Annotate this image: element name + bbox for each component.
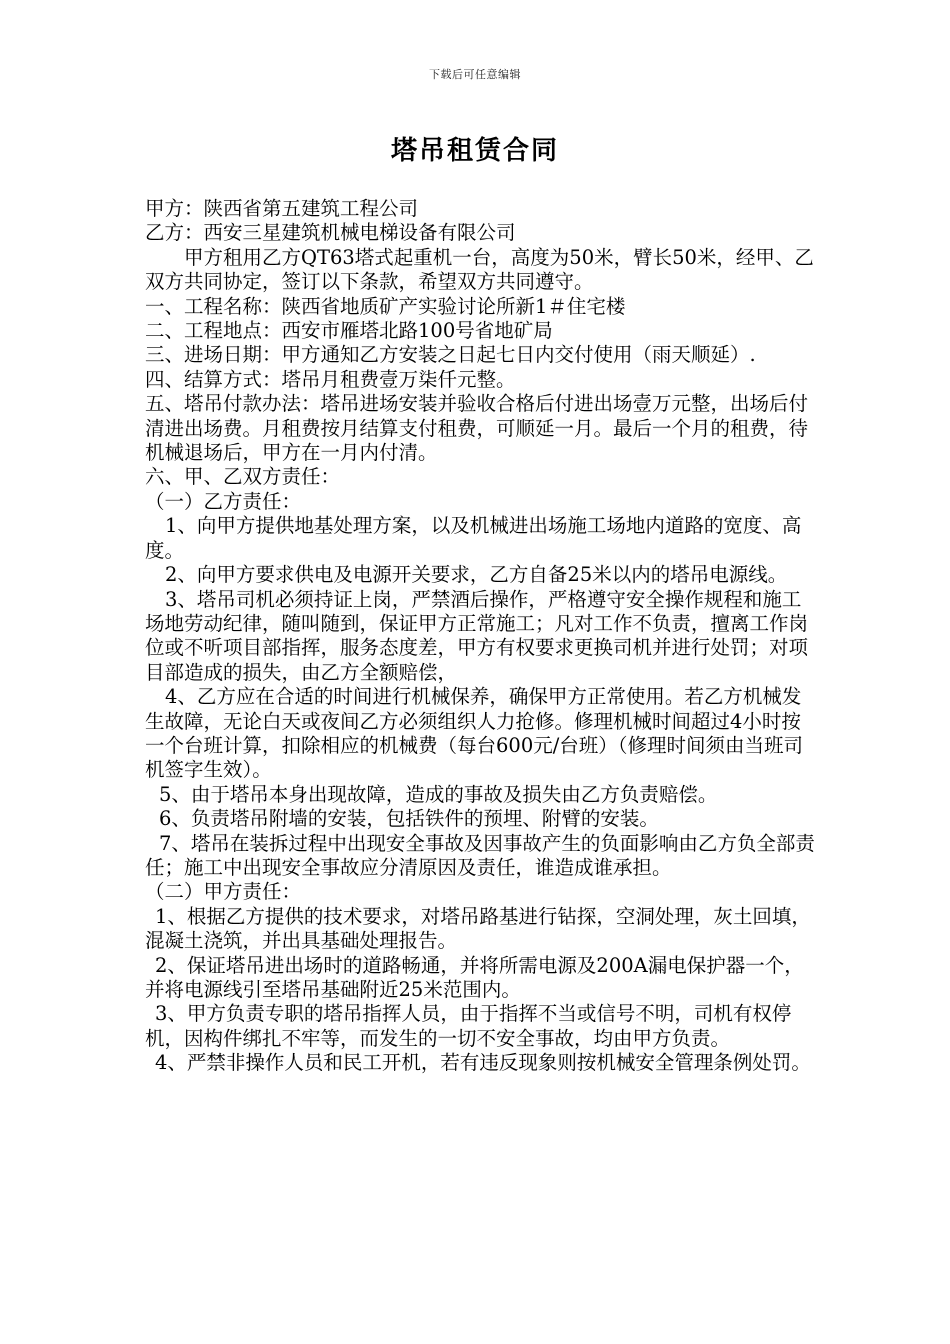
party-b-item-3: 3、塔吊司机必须持证上岗，严禁酒后操作，严格遵守安全操作规程和施工场地劳动纪律，随叫随到，保证甲方正常施工；凡对工作不负责，擅离工作岗位或不听项目部指挥，服务态度差，甲方有权要求更换司机并进行处罚；对项目部造成的损失，由乙方全额赔偿，: [145, 587, 809, 684]
party-b-item-7: 7、塔吊在装拆过程中出现安全事故及因事故产生的负面影响由乙方负全部责任；施工中出现安全事故应分清原因及责任，谁造成谁承担。: [145, 831, 815, 879]
party-b-responsibility-heading: （一）乙方责任：: [145, 489, 302, 513]
party-b-item-4: 4、乙方应在合适的时间进行机械保养，确保甲方正常使用。若乙方机械发生故障，无论白天或夜间乙方必须组织人力抢修。修理机械时间超过4小时按一个台班计算，扣除相应的机械费（每台600元/台班）（修理时间须由当班司机签字生效）。: [145, 685, 804, 782]
party-b-item-1: 1、向甲方提供地基处理方案，以及机械进出场施工场地内道路的宽度、高度。: [145, 514, 802, 562]
clause-project-name: 一、工程名称：陕西省地质矿产实验讨论所新1＃住宅楼: [145, 294, 626, 318]
intro-paragraph: 甲方租用乙方QT63塔式起重机一台，高度为50米，臂长50米，经甲、乙双方共同协定，签订以下条款，希望双方共同遵守。: [145, 245, 814, 294]
party-b-item-2: 2、向甲方要求供电及电源开关要求，乙方自备25米以内的塔吊电源线。: [165, 563, 788, 587]
clause-payment: 五、塔吊付款办法：塔吊进场安装并验收合格后付进出场壹万元整，出场后付清进出场费。月租费按月结算支付租费，可顺延一月。最后一个月的租费，待机械退场后，甲方在一月内付清。: [145, 392, 809, 465]
party-a: 甲方：陕西省第五建筑工程公司: [145, 197, 419, 220]
contract-body: [145, 197, 815, 1076]
party-b-item-5: 5、由于塔吊本身出现故障，造成的事故及损失由乙方负责赔偿。: [159, 782, 718, 806]
party-b: 乙方：西安三星建筑机械电梯设备有限公司: [145, 221, 516, 245]
clause-entry-date: 三、进场日期：甲方通知乙方安装之日起七日内交付使用（雨天顺延）.: [145, 343, 756, 367]
party-b-item-6: 6、负责塔吊附墙的安装，包括铁件的预埋、附臂的安装。: [159, 807, 659, 831]
clause-responsibilities: 六、甲、乙双方责任：: [145, 465, 341, 489]
clause-project-location: 二、工程地点：西安市雁塔北路100号省地矿局: [145, 319, 553, 343]
party-a-item-2: 2、保证塔吊进出场时的道路畅通，并将所需电源及200A漏电保护器一个，并将电源线引至塔吊基础附近25米范围内。: [145, 953, 804, 1001]
party-a-item-1: 1、根据乙方提供的技术要求，对塔吊路基进行钻探，空洞处理，灰土回填，混凝土浇筑，并出具基础处理报告。: [145, 904, 811, 953]
party-a-item-3: 3、甲方负责专职的塔吊指挥人员，由于指挥不当或信号不明，司机有权停机，因构件绑扎不牢等，而发生的一切不安全事故，均由甲方负责。: [145, 1002, 792, 1050]
clause-settlement: 四、结算方式：塔吊月租费壹万柒仟元整。: [145, 367, 516, 391]
header-note: 下载后可任意编辑: [429, 68, 521, 81]
party-a-item-4: 4、严禁非操作人员和民工开机，若有违反现象则按机械安全管理条例处罚。: [155, 1051, 811, 1075]
page-title: 塔吊租赁合同: [390, 136, 559, 166]
party-a-responsibility-heading: （二）甲方责任：: [145, 880, 302, 904]
